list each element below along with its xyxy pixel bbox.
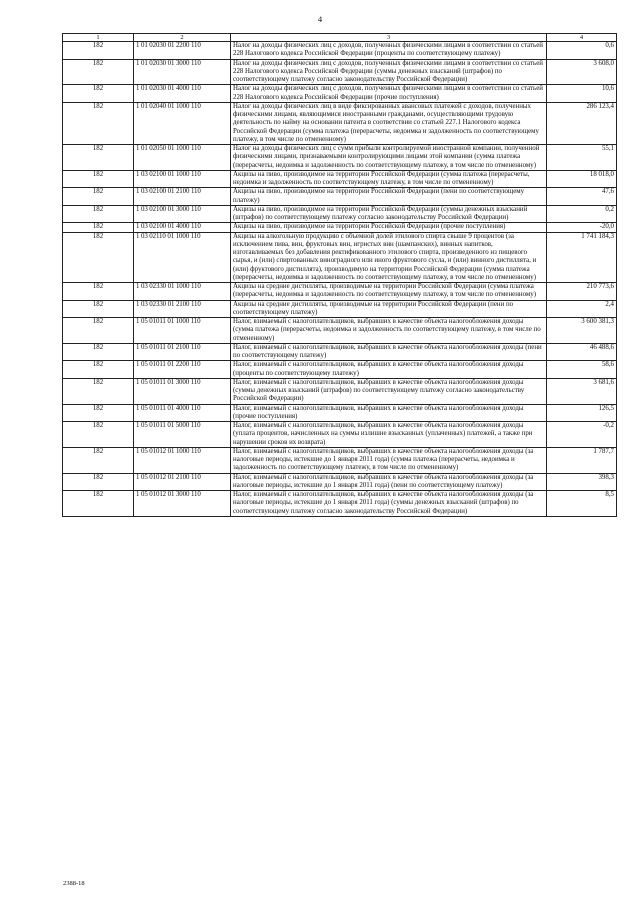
table-row [63, 447, 617, 473]
amount-cell: -20,0 [547, 223, 617, 232]
admin-code-cell: 182 [63, 59, 134, 85]
revenue-name-cell: Акцизы на средние дистилляты, производимые на территории Российской Федерации (сумма платежа (перерасчеты, недоимка и задолженность по соответствующему платежу, в том числе по отмененному) [231, 283, 547, 301]
amount-cell: 398,3 [547, 473, 617, 491]
amount-cell: 8,5 [547, 491, 617, 517]
revenue-name-cell: Налог на доходы физических лиц с сумм прибыли контролируемой иностранной компании, полученной физическими лицами, признаваемыми контролирующими лицами этой компании (сумма платежа (перерасчеты, недоимка и задолженность по соответствующему платежу, в том числе по отмененному) [231, 145, 547, 171]
admin-code-cell: 182 [63, 404, 134, 422]
amount-cell: 3 608,0 [547, 59, 617, 85]
revenue-name-cell: Акцизы на пиво, производимое на территории Российской Федерации (сумма платежа (перерасчеты, недоимка и задолженность по соответствующему платежу, в том числе по отмененному) [231, 170, 547, 188]
revenue-name-cell: Налог на доходы физических лиц с доходов, полученных физическими лицами в соответствии со статьей 228 Налогового кодекса Российской Федерации (проценты по соответствующему платежу) [231, 42, 547, 60]
column-number-2: 2 [134, 34, 231, 42]
admin-code-cell: 182 [63, 205, 134, 223]
table-row [63, 300, 617, 318]
classification-code-cell: 1 01 02030 01 3000 110 [134, 59, 231, 85]
table-row [63, 378, 617, 404]
amount-cell: 286 123,4 [547, 102, 617, 144]
classification-code-cell: 1 05 01011 01 3000 110 [134, 378, 231, 404]
amount-cell: 3 681,6 [547, 378, 617, 404]
revenue-name-cell: Налог, взимаемый с налогоплательщиков, выбравших в качестве объекта налогообложения доходы (за налоговые периоды, истекшие до 1 января 2011 года) (сумма платежа (перерасчеты, недоимка и задолженность по соответствующему платежу, в том числе по отмененному) [231, 447, 547, 473]
page-number: 4 [317, 14, 323, 24]
table-row [63, 170, 617, 188]
revenue-name-cell: Налог, взимаемый с налогоплательщиков, выбравших в качестве объекта налогообложения доходы (за налоговые периоды, истекшие до 1 января 2011 года) (пени по соответствующему платежу) [231, 473, 547, 491]
admin-code-cell: 182 [63, 447, 134, 473]
table-row [63, 102, 617, 144]
revenue-name-cell: Акцизы на пиво, производимое на территории Российской Федерации (суммы денежных взысканий (штрафов) по соответствующему платежу согласно законодательству Российской Федерации) [231, 205, 547, 223]
table-row [63, 188, 617, 206]
amount-cell: 210 773,6 [547, 283, 617, 301]
admin-code-cell: 182 [63, 283, 134, 301]
amount-cell: 18 018,0 [547, 170, 617, 188]
table-row [63, 232, 617, 283]
table-row [63, 318, 617, 344]
admin-code-cell: 182 [63, 318, 134, 344]
table-row [63, 59, 617, 85]
revenue-table-body [63, 34, 617, 517]
amount-cell: 1 787,7 [547, 447, 617, 473]
admin-code-cell: 182 [63, 102, 134, 144]
classification-code-cell: 1 05 01012 01 1000 110 [134, 447, 231, 473]
classification-code-cell: 1 05 01011 01 1000 110 [134, 318, 231, 344]
revenue-name-cell: Налог на доходы физических лиц в виде фиксированных авансовых платежей с доходов, полученных физическими лицами, являющимися иностранными гражданами, осуществляющими трудовую деятельность по найму на основании патента в соответствии со статьей 227.1 Налогового кодекса Российской Федерации (сумма платежа (перерасчеты, недоимка и задолженность по соответствующему платежу, в том числе по отмененному) [231, 102, 547, 144]
classification-code-cell: 1 01 02030 01 4000 110 [134, 85, 231, 103]
classification-code-cell: 1 05 01011 01 2100 110 [134, 343, 231, 361]
admin-code-cell: 182 [63, 145, 134, 171]
revenue-name-cell: Налог, взимаемый с налогоплательщиков, выбравших в качестве объекта налогообложения доходы (пени по соответствующему платежу) [231, 343, 547, 361]
admin-code-cell: 182 [63, 85, 134, 103]
revenue-name-cell: Налог, взимаемый с налогоплательщиков, выбравших в качестве объекта налогообложения доходы (сумма платежа (перерасчеты, недоимка и задолженность по соответствующему платежу, в том числе по отмененному) [231, 318, 547, 344]
table-row [63, 343, 617, 361]
revenue-name-cell: Налог, взимаемый с налогоплательщиков, выбравших в качестве объекта налогообложения доходы (уплата процентов, начисленных на суммы излишне взысканных (уплаченных) платежей, а также при нарушении сроков их возврата) [231, 422, 547, 448]
classification-code-cell: 1 05 01012 01 3000 110 [134, 491, 231, 517]
admin-code-cell: 182 [63, 343, 134, 361]
admin-code-cell: 182 [63, 473, 134, 491]
revenue-name-cell: Акцизы на средние дистилляты, производимые на территории Российской Федерации (пени по соответствующему платежу) [231, 300, 547, 318]
admin-code-cell: 182 [63, 223, 134, 232]
revenue-name-cell: Налог, взимаемый с налогоплательщиков, выбравших в качестве объекта налогообложения доходы (прочие поступления) [231, 404, 547, 422]
classification-code-cell: 1 01 02050 01 1000 110 [134, 145, 231, 171]
amount-cell: -0,2 [547, 422, 617, 448]
amount-cell: 55,1 [547, 145, 617, 171]
revenue-name-cell: Акцизы на пиво, производимое на территории Российской Федерации (прочие поступления) [231, 223, 547, 232]
table-row [63, 361, 617, 379]
admin-code-cell: 182 [63, 300, 134, 318]
footer-code: 2388-18 [63, 880, 85, 887]
table-row [63, 404, 617, 422]
admin-code-cell: 182 [63, 232, 134, 283]
table-row [63, 85, 617, 103]
admin-code-cell: 182 [63, 491, 134, 517]
classification-code-cell: 1 03 02330 01 1000 110 [134, 283, 231, 301]
column-number-4: 4 [547, 34, 617, 42]
column-number-3: 3 [231, 34, 547, 42]
table-row [63, 205, 617, 223]
classification-code-cell: 1 05 01011 01 5000 110 [134, 422, 231, 448]
revenue-name-cell: Акцизы на алкогольную продукцию с объемной долей этилового спирта свыше 9 процентов (за исключением пива, вин, фруктовых вин, игристых вин (шампанских), винных напитков, изготавливаемых без добавления ректификованного этилового спирта, произведенного из пищевого сырья, и (или) спиртованных виноградного или иного фруктового сусла, и (или) винного дистиллята, и (или) фруктового дистиллята), производимую на территории Российской Федерации (сумма платежа (перерасчеты, недоимка и задолженность по соответствующему платежу, в том числе по отмененному) [231, 232, 547, 283]
revenue-name-cell: Налог, взимаемый с налогоплательщиков, выбравших в качестве объекта налогообложения доходы (суммы денежных взысканий (штрафов) по соответствующему платежу согласно законодательству Российской Федерации) [231, 378, 547, 404]
admin-code-cell: 182 [63, 378, 134, 404]
amount-cell: 126,5 [547, 404, 617, 422]
classification-code-cell: 1 03 02100 01 4000 110 [134, 223, 231, 232]
table-row [63, 283, 617, 301]
amount-cell: 0,2 [547, 205, 617, 223]
amount-cell: 0,6 [547, 42, 617, 60]
revenue-name-cell: Налог, взимаемый с налогоплательщиков, выбравших в качестве объекта налогообложения доходы (проценты по соответствующему платежу) [231, 361, 547, 379]
classification-code-cell: 1 05 01012 01 2100 110 [134, 473, 231, 491]
classification-code-cell: 1 03 02330 01 2100 110 [134, 300, 231, 318]
classification-code-cell: 1 01 02040 01 1000 110 [134, 102, 231, 144]
revenue-table [62, 33, 617, 517]
admin-code-cell: 182 [63, 42, 134, 60]
amount-cell: 1 741 184,3 [547, 232, 617, 283]
amount-cell: 47,6 [547, 188, 617, 206]
table-row [63, 473, 617, 491]
admin-code-cell: 182 [63, 361, 134, 379]
revenue-name-cell: Налог на доходы физических лиц с доходов, полученных физическими лицами в соответствии со статьей 228 Налогового кодекса Российской Федерации (прочие поступления) [231, 85, 547, 103]
classification-code-cell: 1 05 01011 01 2200 110 [134, 361, 231, 379]
table-row [63, 491, 617, 517]
revenue-name-cell: Акцизы на пиво, производимое на территории Российской Федерации (пени по соответствующему платежу) [231, 188, 547, 206]
amount-cell: 3 600 381,3 [547, 318, 617, 344]
classification-code-cell: 1 03 02100 01 1000 110 [134, 170, 231, 188]
table-row [63, 223, 617, 232]
classification-code-cell: 1 01 02030 01 2200 110 [134, 42, 231, 60]
admin-code-cell: 182 [63, 422, 134, 448]
classification-code-cell: 1 03 02110 01 1000 110 [134, 232, 231, 283]
amount-cell: 2,4 [547, 300, 617, 318]
table-row [63, 42, 617, 60]
amount-cell: 10,6 [547, 85, 617, 103]
classification-code-cell: 1 05 01011 01 4000 110 [134, 404, 231, 422]
table-row [63, 145, 617, 171]
column-number-1: 1 [63, 34, 134, 42]
classification-code-cell: 1 03 02100 01 2100 110 [134, 188, 231, 206]
classification-code-cell: 1 03 02100 01 3000 110 [134, 205, 231, 223]
revenue-name-cell: Налог на доходы физических лиц с доходов, полученных физическими лицами в соответствии со статьей 228 Налогового кодекса Российской Федерации (суммы денежных взысканий (штрафов) по соответствующему платежу согласно законодательству Российской Федерации) [231, 59, 547, 85]
admin-code-cell: 182 [63, 188, 134, 206]
revenue-name-cell: Налог, взимаемый с налогоплательщиков, выбравших в качестве объекта налогообложения доходы (за налоговые периоды, истекшие до 1 января 2011 года) (суммы денежных взысканий (штрафов) по соответствующему платежу согласно законодательству Российской Федерации) [231, 491, 547, 517]
amount-cell: 58,6 [547, 361, 617, 379]
table-row [63, 422, 617, 448]
amount-cell: 46 488,6 [547, 343, 617, 361]
admin-code-cell: 182 [63, 170, 134, 188]
column-number-row [63, 34, 617, 42]
